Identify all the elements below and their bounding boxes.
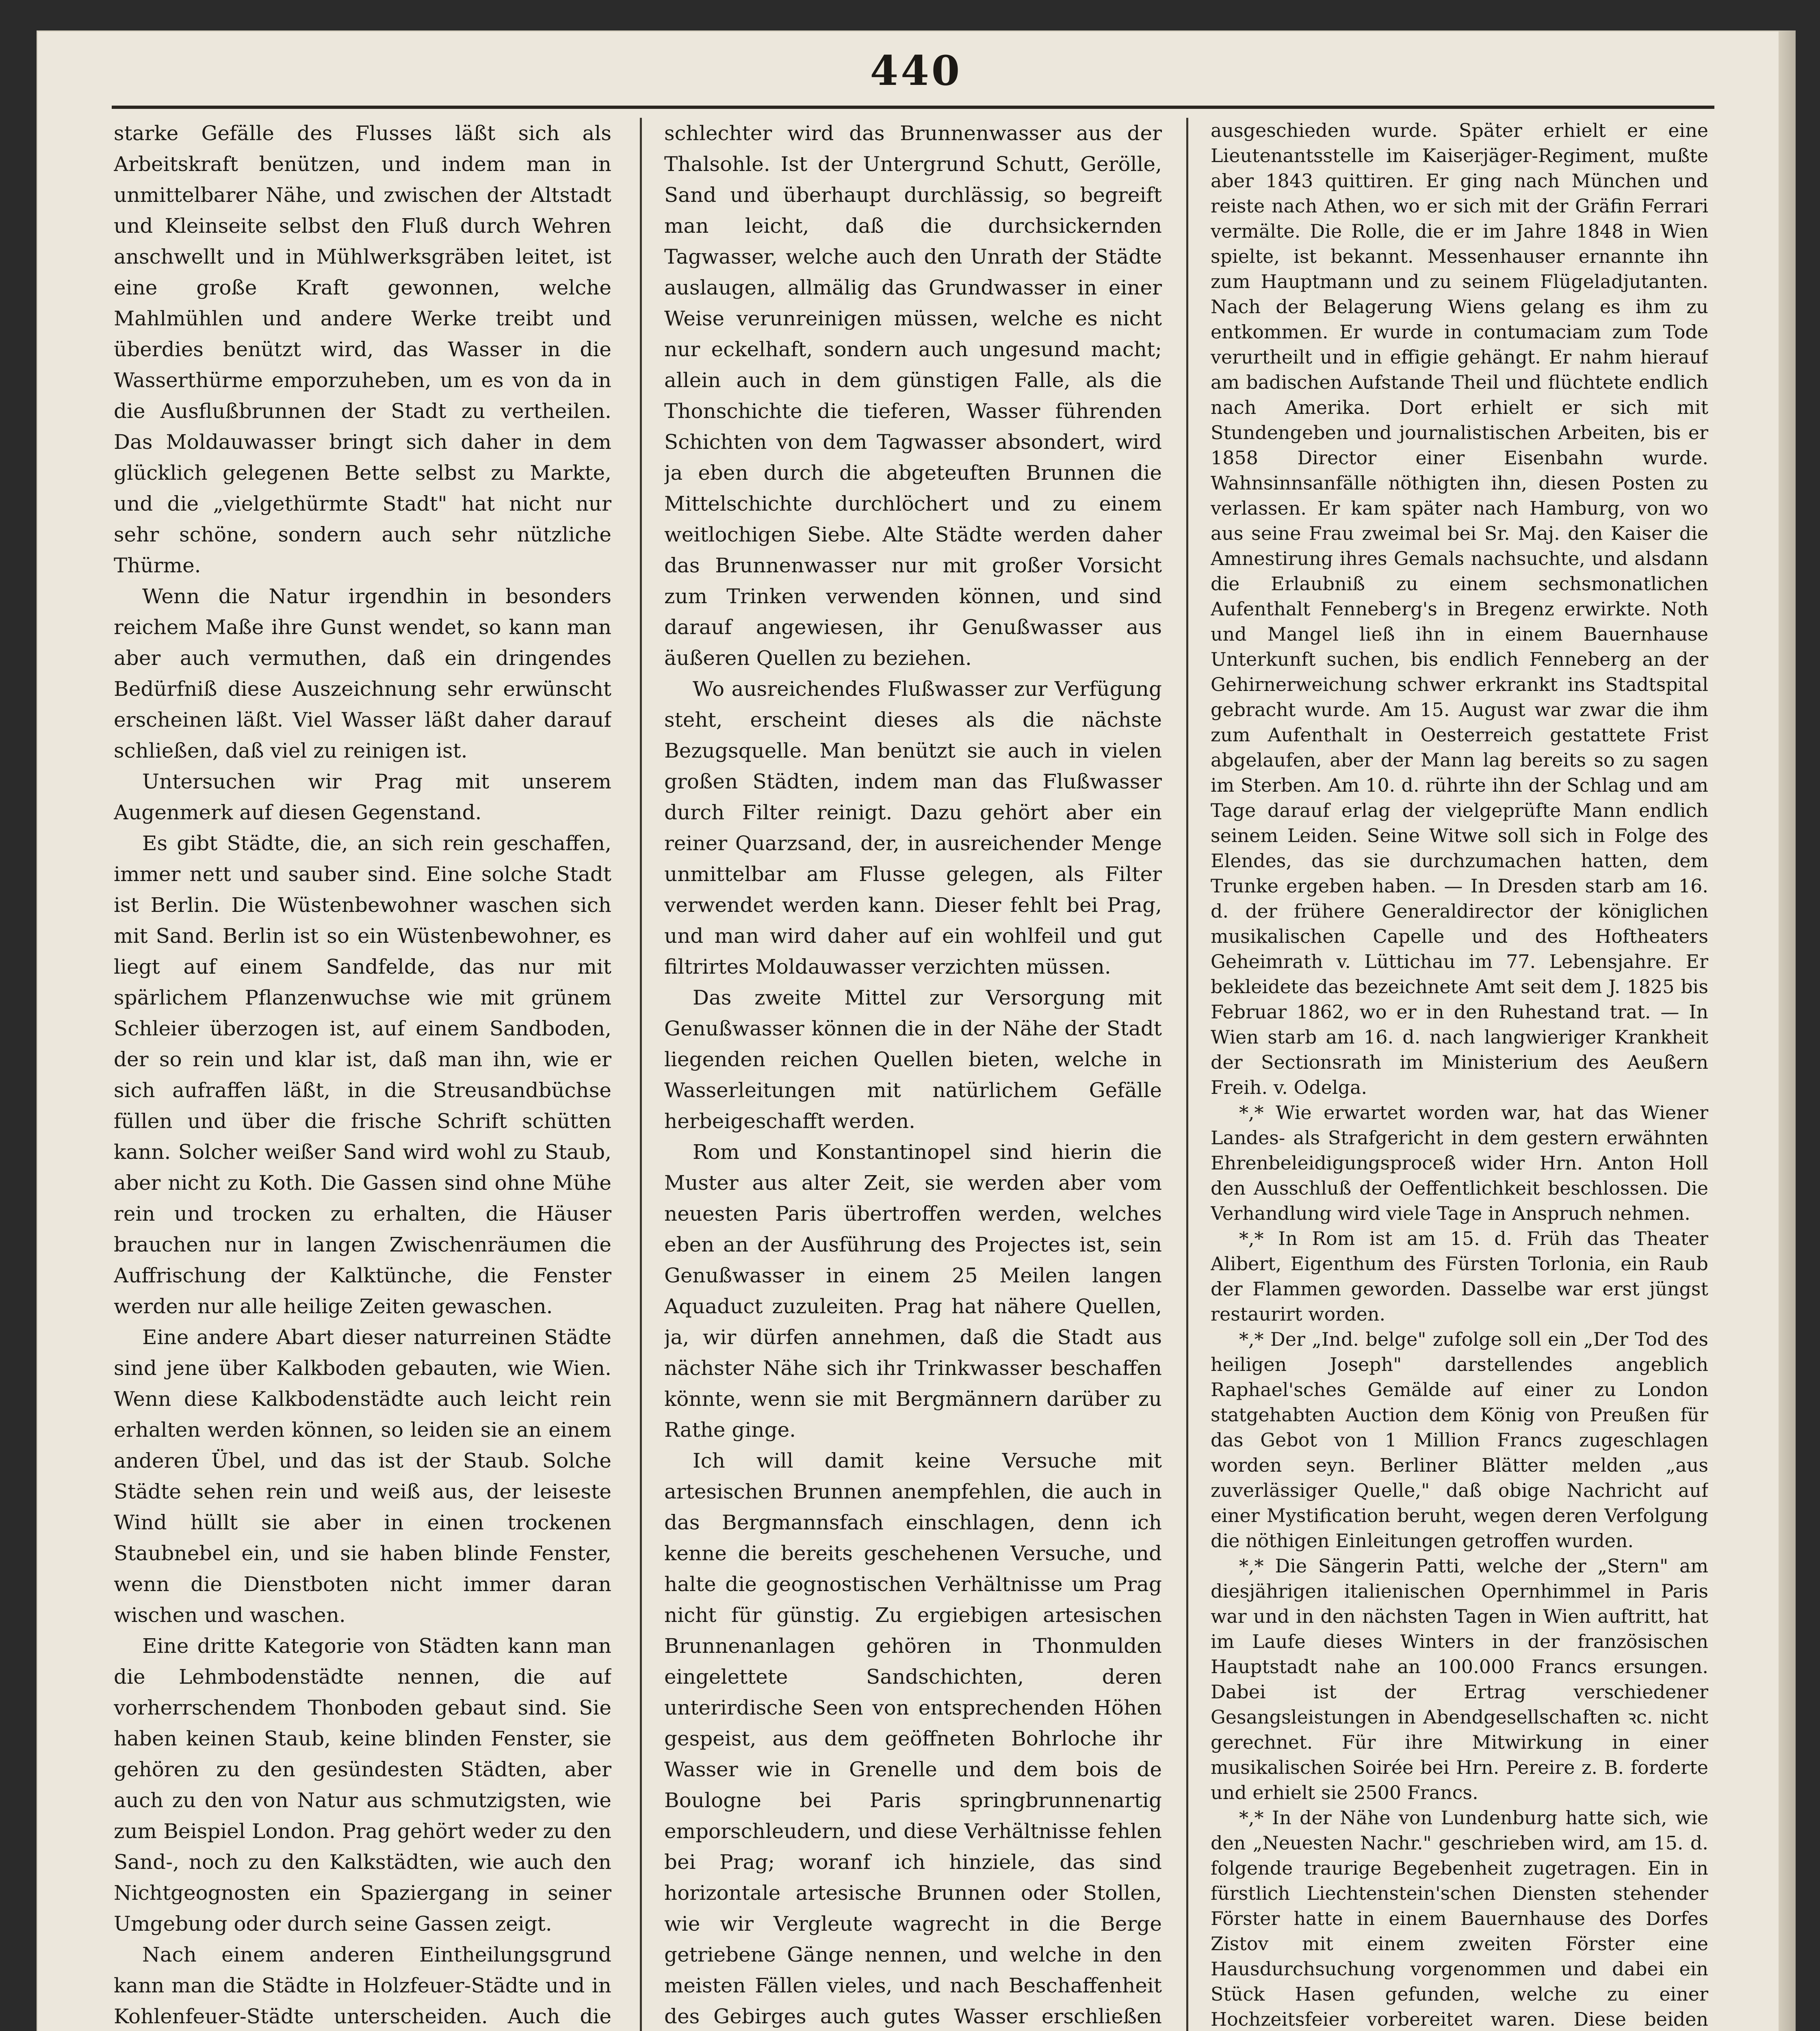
news-item: ausgeschieden wurde. Später erhielt er eine Lieutenantsstelle im Kaiserjäger-Regiment, mußte aber 1843 quittiren. Er ging nach München und reiste nach Athen, wo er sich mit der Gräfin Ferrari vermälte. Die Rolle, die er im Jahre 1848 in Wien spielte, ist bekannt. Messenhauser ernannte ihn zum Hauptmann und zu seinem Flügeladjutanten. Nach der Belagerung Wiens gelang es ihm zu entkommen. Er wurde in contumaciam zum Tode verurtheilt und in effigie gehängt. Er nahm hierauf am badischen Aufstande Theil und flüchtete endlich nach Amerika. Dort erhielt er sich mit Stundengeben und journalistischen Arbeiten, bis er 1858 Director einer Eisenbahn wurde. Wahnsinnsanfälle nöthigten ihn, diesen Posten zu verlassen. Er kam später nach Hamburg, von wo aus seine Frau zweimal bei Sr. Maj. den Kaiser die Amnestirung ihres Gemals nachsuchte, und alsdann die Erlaubniß zu einem sechsmonatlichen Aufenthalt Fenneberg's in Bregenz erwirkte. Noth und Mangel ließ ihn in einem Bauernhause Unterkunft suchen, bis endlich Fenneberg an der Gehirnerweichung schwer erkrankt ins Stadtspital gebracht wurde. Am 15. August war zwar die ihm zum Aufenthalt in Oesterreich gestattete Frist abgelaufen, aber der Mann lag bereits so zu sagen im Sterben. Am 10. d. rührte ihn der Schlag und am Tage darauf erlag der vielgeprüfte Mann endlich seinem Leiden. Seine Witwe soll sich in Folge des Elendes, das sie durchzumachen hatten, dem Trunke ergeben haben. — In Dresden starb am 16. d. der frühere Generaldirector der königlichen musikalischen Capelle und des Hoftheaters Geheimrath v. Lüttichau im 77. Lebensjahre. Er bekleidete das bezeichnete Amt seit dem J. 1825 bis Februar 1862, wo er in den Ruhestand trat. — In Wien starb am 16. d. nach langwieriger Krankheit der Sectionsrath im Ministerium des Aeußern Freih. v. Odelga. <box>1211 119 1708 1098</box>
newspaper-page <box>37 30 1796 2031</box>
news-block <box>1211 118 1708 2031</box>
news-item: *,* Die Sängerin Patti, welche der „Stern" am diesjährigen italienischen Opernhimmel in Paris war und in den nächsten Tagen in Wien auftritt, hat im Laufe dieses Winters in der französischen Hauptstadt nahe an 100.000 Francs ersungen. Dabei ist der Ertrag verschiedener Gesangsleistungen in Abendgesellschaften ꝛc. nicht gerechnet. Für ihre Mitwirkung in einer musikalischen Soirée bei Hrn. Pereire z. B. forderte und erhielt sie 2500 Francs. <box>1211 1555 1708 1804</box>
header-rule <box>112 106 1714 109</box>
page-number: 440 <box>870 47 962 95</box>
column-divider <box>640 118 642 2031</box>
paragraph: Wenn die Natur irgendhin in besonders reichem Maße ihre Gunst wendet, so kann man aber auch vermuthen, daß ein dringendes Bedürfniß diese Auszeichnung sehr erwünscht erscheinen läßt. Viel Wasser läßt daher darauf schließen, daß viel zu reinigen ist. <box>114 585 611 762</box>
page-edge <box>1779 30 1796 2031</box>
news-item: *,* In Rom ist am 15. d. Früh das Theater Alibert, Eigenthum des Fürsten Torlonia, ein Raub der Flammen geworden. Dasselbe war erst jüngst restaurirt worden. <box>1211 1228 1708 1325</box>
column-1 <box>114 118 611 2031</box>
paragraph: Ich will damit keine Versuche mit artesischen Brunnen anempfehlen, die auch in das Bergmannsfach einschlagen, denn ich kenne die bereits geschehenen Versuche, und halte die geognostischen Verhältnisse um Prag nicht für günstig. Zu ergiebigen artesischen Brunnenanlagen gehören in Thonmulden eingelettete Sandschichten, deren unterirdische Seen von entsprechenden Höhen gespeist, aus dem geöffneten Bohrloche ihr Wasser wie in Grenelle und dem bois de Boulogne bei Paris springbrunnenartig emporschleudern, und diese Verhältnisse fehlen bei Prag; woranf ich hinziele, das sind horizontale artesische Brunnen oder Stollen, wie wir Vergleute wagrecht in die Berge getriebene Gänge nennen, und welche in den meisten Fällen vieles, und nach Beschaffenheit des Gebirges auch gutes Wasser erschließen <box>664 1449 1162 2028</box>
paragraph: Wo ausreichendes Flußwasser zur Verfügung steht, erscheint dieses als die nächste Bezugsquelle. Man benützt sie auch in vielen großen Städten, indem man das Flußwasser durch Filter reinigt. Dazu gehört aber ein reiner Quarzsand, der, in ausreichender Menge unmittelbar am Flusse gelegen, als Filter verwendet werden kann. Dieser fehlt bei Prag, und man wird daher auf ein wohlfeil und gut filtrirtes Moldauwasser verzichten müssen. <box>664 677 1162 979</box>
column-2 <box>664 118 1162 2031</box>
paragraph: Das zweite Mittel zur Versorgung mit Genußwasser können die in der Nähe der Stadt liegenden reichen Quellen bieten, welche in Wasserleitungen mit natürlichem Gefälle herbeigeschafft werden. <box>664 986 1162 1133</box>
column-divider <box>1186 118 1188 2031</box>
news-item: *,* Der „Ind. belge" zufolge soll ein „Der Tod des heiligen Joseph" darstellendes angeblich Raphael'sches Gemälde auf einer zu London statgehabten Auction dem König von Preußen für das Gebot von 1 Million Francs zugeschlagen worden seyn. Berliner Blätter melden „aus zuverlässiger Quelle," daß obige Nachricht auf einer Mystification beruht, wegen deren Verfolgung die nöthigen Einleitungen getroffen wurden. <box>1211 1328 1708 1552</box>
paragraph: Nach einem anderen Eintheilungsgrund kann man die Städte in Holzfeuer-Städte und in Kohlenfeuer-Städte unterscheiden. Auch die <box>114 1943 611 2028</box>
paragraph: starke Gefälle des Flusses läßt sich als Arbeitskraft benützen, und indem man in unmittelbarer Nähe, und zwischen der Altstadt und Kleinseite selbst den Fluß durch Wehren anschwellt und in Mühlwerksgräben leitet, ist eine große Kraft gewonnen, welche Mahlmühlen und andere Werke treibt und überdies benützt wird, das Wasser in die Wasserthürme emporzuheben, um es von da in die Ausflußbrunnen der Stadt zu vertheilen. Das Moldauwasser bringt sich daher in dem glücklich gelegenen Bette selbst zu Markte, und die „vielgethürmte Stadt" hat nicht nur sehr schöne, sondern auch sehr nützliche Thürme. <box>114 121 611 577</box>
paragraph: Rom und Konstantinopel sind hierin die Muster aus alter Zeit, sie werden aber vom neuesten Paris übertroffen werden, welches eben an der Ausführung des Projectes ist, sein Genußwasser in einem 25 Meilen langen Aquaduct zuzuleiten. Prag hat nähere Quellen, ja, wir dürfen annehmen, daß die Stadt aus nächster Nähe sich ihr Trinkwasser beschaffen könnte, wenn sie mit Bergmännern darüber zu Rathe ginge. <box>664 1140 1162 1442</box>
paragraph: Untersuchen wir Prag mit unserem Augenmerk auf diesen Gegenstand. <box>114 770 611 824</box>
paragraph: Eine andere Abart dieser naturreinen Städte sind jene über Kalkboden gebauten, wie Wien. Wenn diese Kalkbodenstädte auch leicht rein erhalten werden können, so leiden sie an einem anderen Übel, und das ist der Staub. Solche Städte sehen rein und weiß aus, der leiseste Wind hüllt sie aber in einen trockenen Staubnebel ein, und sie haben blinde Fenster, wenn die Dienstboten nicht immer daran wischen und waschen. <box>114 1325 611 1627</box>
paragraph: schlechter wird das Brunnenwasser aus der Thalsohle. Ist der Untergrund Schutt, Gerölle, Sand und überhaupt durchlässig, so begreift man leicht, daß die durchsickernden Tagwasser, welche auch den Unrath der Städte auslaugen, allmälig das Grundwasser in einer Weise verunreinigen müssen, welche es nicht nur eckelhaft, sondern auch ungesund macht; allein auch in dem günstigen Falle, als die Thonschichte die tieferen, Wasser führenden Schichten von dem Tagwasser absondert, wird ja eben durch die abgeteuften Brunnen die Mittelschichte durchlöchert und zu einem weitlochigen Siebe. Alte Städte werden daher das Brunnenwasser nur mit großer Vorsicht zum Trinken verwenden können, und sind darauf angewiesen, ihr Genußwasser aus äußeren Quellen zu beziehen. <box>664 121 1162 670</box>
news-item: *,* In der Nähe von Lundenburg hatte sich, wie den „Neuesten Nachr." geschrieben wird, am 15. d. folgende traurige Begebenheit zugetragen. Ein in fürstlich Liechtenstein'schen Diensten stehender Förster hatte in einem Bauernhause des Dorfes Zistov mit einem zweiten Förster eine Hausdurchsuchung vorgenommen und dabei ein Stück Hasen gefunden, welche zu einer Hochzeitsfeier vorbereitet waren. Diese beiden <box>1211 1807 1708 2030</box>
news-item: *,* Wie erwartet worden war, hat das Wiener Landes- als Strafgericht in dem gestern erwähnten Ehrenbeleidigungsproceß wider Hrn. Anton Holl den Ausschluß der Oeffentlichkeit beschlossen. Die Verhandlung wird viele Tage in Anspruch nehmen. <box>1211 1102 1708 1224</box>
paragraph: Es gibt Städte, die, an sich rein geschaffen, immer nett und sauber sind. Eine solche Stadt ist Berlin. Die Wüstenbewohner waschen sich mit Sand. Berlin ist so ein Wüstenbewohner, es liegt auf einem Sandfelde, das nur mit spärlichem Pflanzenwuchse wie mit grünem Schleier überzogen ist, auf einem Sandboden, der so rein und klar ist, daß man ihn, wie er sich aufraffen läßt, in die Streusandbüchse füllen und über die frische Schrift schütten kann. Solcher weißer Sand wird wohl zu Staub, aber nicht zu Koth. Die Gassen sind ohne Mühe rein und trocken zu erhalten, die Häuser brauchen nur in langen Zwischenräumen die Auffrischung der Kalktünche, die Fenster werden nur alle heilige Zeiten gewaschen. <box>114 831 611 1318</box>
column-3 <box>1211 118 1708 2031</box>
paragraph: Eine dritte Kategorie von Städten kann man die Lehmbodenstädte nennen, die auf vorherrschendem Thonboden gebaut sind. Sie haben keinen Staub, keine blinden Fenster, sie gehören zu den gesündesten Städten, aber auch zu den von Natur aus schmutzigsten, wie zum Beispiel London. Prag gehört weder zu den Sand-, noch zu den Kalkstädten, wie auch den Nichtgeognosten ein Spaziergang in seiner Umgebung oder durch seine Gassen zeigt. <box>114 1634 611 1936</box>
